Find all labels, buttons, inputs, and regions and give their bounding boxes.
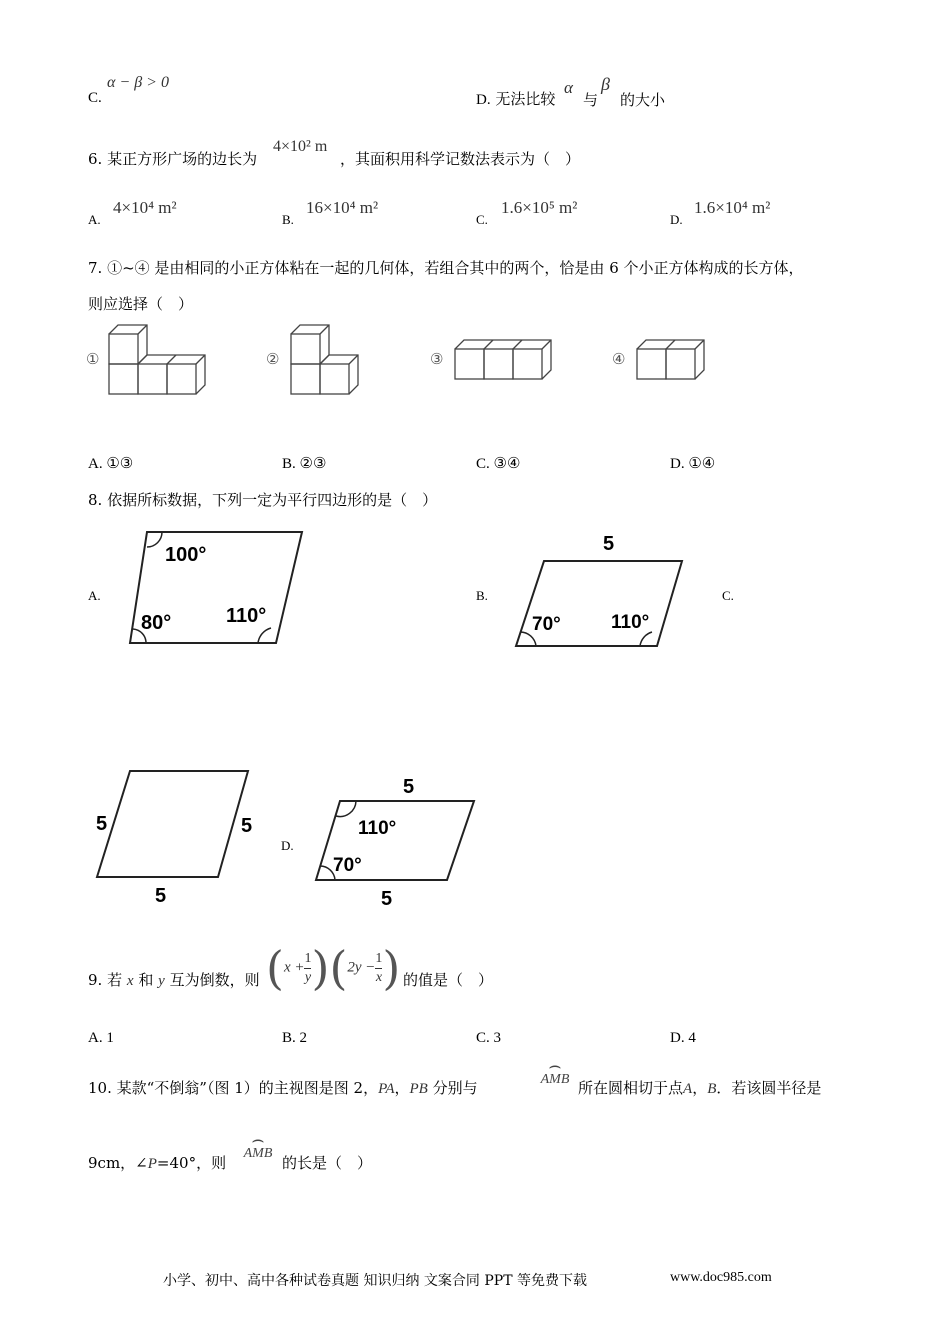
- q6-stem-end: ，其面积用科学记数法表示为（ ）: [340, 150, 581, 168]
- q8-option-d-label: D.: [281, 838, 294, 853]
- stem-text: =40°，则: [156, 1154, 227, 1172]
- angle-label-100: 100°: [165, 544, 207, 566]
- q7-stem-line1: 7. ①~④ 是由相同的小正方体粘在一起的几何体，若组合其中的两个，恰是由 6 个小正方体构成的长方体，: [88, 259, 804, 277]
- q7-stem-line2: 则应选择（ ）: [88, 295, 194, 313]
- q9-stem: [88, 969, 260, 990]
- q8-option-c-label: C.: [722, 588, 734, 603]
- expr-term: 2y −: [347, 959, 376, 976]
- figure-label-2: ②: [266, 350, 280, 368]
- angle-label-110: 110°: [358, 818, 397, 839]
- q7-option-a: A. ①③: [88, 456, 134, 472]
- option-text: 无法比较: [495, 90, 556, 108]
- q8-stem: 8. 依据所标数据，下列一定为平行四边形的是（ ）: [88, 491, 438, 509]
- angle-label-80: 80°: [141, 612, 172, 634]
- stem-text: 9cm，∠: [88, 1154, 148, 1172]
- expr-term: x +: [283, 959, 305, 976]
- q7-option-b: B. ②③: [282, 456, 327, 472]
- q6-option-a-label: A.: [88, 212, 101, 227]
- side-label-5: 5: [381, 888, 393, 910]
- side-label-5: 5: [403, 776, 415, 798]
- option-label: C.: [88, 90, 102, 106]
- var-y: y: [158, 973, 165, 989]
- q7-option-d: D. ①④: [670, 456, 716, 472]
- option-text: 与: [583, 91, 599, 109]
- q9-expression: [266, 942, 400, 994]
- quad-figure-a: [130, 532, 302, 643]
- frac-num: 1: [304, 950, 311, 969]
- point-b: B: [707, 1081, 717, 1097]
- paren-close: ): [311, 941, 330, 995]
- arc-amb: [535, 1055, 575, 1088]
- angle-label-110: 110°: [226, 605, 267, 627]
- angle-arc: [258, 628, 271, 643]
- point-a: A: [683, 1081, 693, 1097]
- q9-option-a: A. 1: [88, 1030, 114, 1046]
- arc-label: AMB: [540, 1072, 570, 1087]
- q10-stem-line2-end: 的长是（ ）: [282, 1154, 373, 1172]
- option-label: D.: [476, 92, 491, 108]
- option-text: 的大小: [620, 91, 666, 109]
- figure-label-4: ④: [612, 350, 626, 368]
- q6-stem-math: 4×10² m: [273, 138, 328, 155]
- figure-label-1: ①: [86, 350, 100, 368]
- stem-text: ．若该圆半径是: [716, 1079, 822, 1097]
- stem-text: 所在圆相切于点: [578, 1079, 684, 1097]
- q6-option-b-math: 16×10⁴ m²: [306, 198, 379, 217]
- frac-num: 1: [375, 950, 382, 969]
- q8-option-a-label: A.: [88, 588, 101, 603]
- q10-stem-line2: [88, 1152, 226, 1173]
- angle-label-70: 70°: [532, 614, 561, 635]
- q5-option-c-math: α − β > 0: [107, 74, 169, 91]
- quad-figure-d: [316, 776, 474, 910]
- stem-text: ，: [692, 1079, 708, 1097]
- paren-close: ): [382, 941, 401, 995]
- var-x: x: [126, 973, 134, 989]
- side-label-5: 5: [241, 815, 253, 837]
- alpha-symbol: α: [564, 78, 573, 97]
- beta-symbol: β: [601, 74, 610, 94]
- quad-figure-c: [96, 771, 252, 907]
- frac-den: y: [304, 969, 312, 985]
- q6-option-b-label: B.: [282, 212, 294, 227]
- q10-stem-line1: [88, 1077, 478, 1098]
- q8-option-b-label: B.: [476, 588, 488, 603]
- arc-label: AMB: [243, 1146, 273, 1161]
- point-p: P: [147, 1156, 157, 1172]
- footer-url[interactable]: www.doc985.com: [670, 1270, 772, 1285]
- q6-option-c-math: 1.6×10⁵ m²: [501, 198, 578, 217]
- frac-den: x: [375, 969, 383, 985]
- arc-mark: ⌢: [251, 1129, 265, 1151]
- segment-pb: PB: [409, 1081, 428, 1097]
- q9-option-b: B. 2: [282, 1030, 308, 1046]
- stem-text: 6. 某正方形广场的边长为: [88, 150, 258, 168]
- q10-stem-line1-end: [578, 1077, 821, 1098]
- footer-text: 小学、初中、高中各种试卷真题 知识归纳 文案合同 PPT 等免费下载: [163, 1273, 587, 1289]
- stem-text: 10. 某款“不倒翁”（图 1）的主视图是图 2，: [88, 1079, 379, 1097]
- side-label-5: 5: [96, 813, 108, 835]
- paren-open: (: [266, 941, 284, 995]
- q6-option-c-label: C.: [476, 212, 488, 227]
- figure-label-3: ③: [430, 350, 444, 368]
- q9-option-d: D. 4: [670, 1030, 696, 1046]
- segment-pa: PA: [378, 1081, 395, 1097]
- q7-option-c: C. ③④: [476, 456, 521, 472]
- q9-stem-end: 的值是（ ）: [403, 971, 494, 989]
- side-label-5: 5: [155, 885, 167, 907]
- quad-figure-b: [516, 533, 682, 646]
- stem-text: ，: [394, 1079, 410, 1097]
- angle-arc: [147, 532, 162, 547]
- stem-text: 互为倒数，则: [169, 971, 260, 989]
- arc-mark: ⌢: [548, 1055, 562, 1077]
- q6-option-a-math: 4×10⁴ m²: [113, 198, 177, 217]
- paren-open: (: [329, 941, 348, 995]
- q9-option-c: C. 3: [476, 1030, 502, 1046]
- stem-text: 分别与: [432, 1079, 478, 1097]
- angle-label-70: 70°: [333, 855, 362, 876]
- q6-option-d-math: 1.6×10⁴ m²: [694, 198, 771, 217]
- q6-option-d-label: D.: [670, 212, 683, 227]
- arc-amb-2: [237, 1129, 279, 1162]
- angle-arc: [640, 632, 652, 646]
- angle-label-110: 110°: [611, 612, 650, 633]
- stem-text: 9. 若: [88, 971, 123, 989]
- stem-text: 和: [138, 971, 154, 989]
- side-label-5: 5: [603, 533, 615, 555]
